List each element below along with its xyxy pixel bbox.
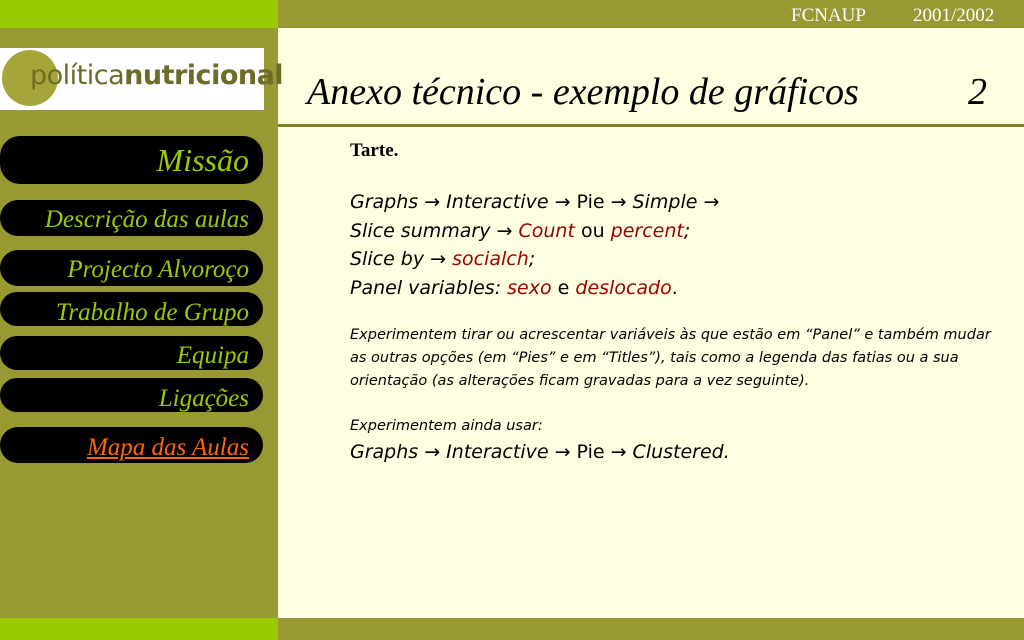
- nav-mapa-das-aulas[interactable]: Mapa das Aulas: [0, 427, 263, 463]
- bottom-bar: [278, 618, 1024, 640]
- slice-summary-line: Slice summary → Count ou percent;: [350, 219, 691, 242]
- arrow-icon: →: [610, 191, 627, 213]
- nav-trabalho-de-grupo[interactable]: Trabalho de Grupo: [0, 292, 263, 326]
- title-divider: [278, 124, 1024, 127]
- nav-missao[interactable]: Missão: [0, 136, 263, 184]
- logo-text-nutricional: nutricional: [124, 60, 284, 91]
- try-also-label: Experimentem ainda usar:: [350, 418, 543, 434]
- panel-variables-line: Panel variables: sexo e deslocado.: [350, 276, 678, 299]
- nav-descricao-das-aulas[interactable]: Descrição das aulas: [0, 200, 263, 236]
- arrow-icon: →: [610, 441, 627, 463]
- top-bar-left: [0, 0, 278, 28]
- nav-ligacoes[interactable]: Ligações: [0, 378, 263, 412]
- arrow-icon: →: [554, 191, 571, 213]
- arrow-icon: →: [496, 219, 513, 242]
- arrow-icon: →: [424, 441, 441, 463]
- slide-title: Anexo técnico - exemplo de gráficos: [307, 71, 859, 113]
- nav-equipa[interactable]: Equipa: [0, 336, 263, 370]
- menu-path-simple: Graphs → Interactive → Pie → Simple →: [350, 191, 720, 213]
- arrow-icon: →: [554, 441, 571, 463]
- arrow-icon: →: [703, 191, 720, 213]
- arrow-icon: →: [424, 191, 441, 213]
- slide-number: 2: [968, 71, 987, 113]
- slide-content: [350, 140, 1000, 467]
- instructions-paragraph: Experimentem tirar ou acrescentar variáveis às que estão em “Panel” e também mudar as outras opções (em “Pies” e em “Titles”), tais como a legenda das fatias ou a sua orientação (as alterações ficam gravadas para a vez seguinte).: [350, 327, 991, 389]
- slice-by-line: Slice by → socialch;: [350, 248, 536, 270]
- menu-path-clustered: Graphs → Interactive → Pie → Clustered.: [350, 441, 730, 463]
- header-institution: FCNAUP: [791, 5, 866, 26]
- logo: [0, 48, 284, 110]
- logo-text-politica: política: [30, 60, 125, 91]
- arrow-icon: →: [430, 248, 447, 270]
- bottom-bar-left: [0, 618, 278, 640]
- content-heading: Tarte.: [350, 140, 399, 161]
- header-year: 2001/2002: [913, 5, 995, 26]
- nav-projecto-alvoroco[interactable]: Projecto Alvoroço: [0, 250, 263, 286]
